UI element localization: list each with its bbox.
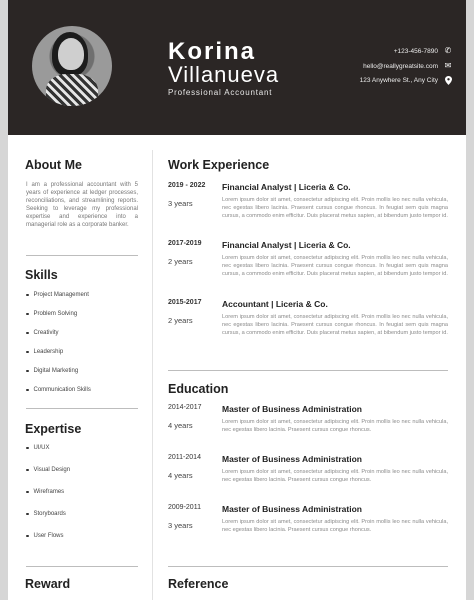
work-desc: Lorem ipsum dolor sit amet, consectetur adipiscing elit. Proin mollis leo nec nulla vehicula, nec egestas libero lacinia. Praesent cursus congue rhoncus. In feugiat sem quis magna cursus, a commodo enim efficitur. Duis placerat metus sapien, at bibendum justo tempor id. bbox=[222, 197, 448, 220]
photo-body bbox=[46, 74, 98, 106]
skill-item: Problem Solving bbox=[26, 311, 77, 317]
work-title: Work Experience bbox=[168, 158, 270, 172]
skills-divider bbox=[26, 408, 138, 409]
phone-icon: ✆ bbox=[444, 46, 452, 55]
bullet-icon bbox=[26, 491, 29, 494]
expertise-divider bbox=[26, 566, 138, 567]
education-duration: 4 years bbox=[168, 471, 193, 480]
work-years: 2015-2017 bbox=[168, 299, 202, 306]
education-years: 2009-2011 bbox=[168, 504, 201, 511]
photo-face bbox=[58, 38, 84, 70]
skill-item: Creativity bbox=[26, 330, 59, 336]
reference-title: Reference bbox=[168, 577, 229, 591]
skill-item: Communication Skills bbox=[26, 387, 91, 393]
education-desc: Lorem ipsum dolor sit amet, consectetur adipiscing elit. Proin mollis leo nec nulla vehicula, nec egestas libero lacinia. Praesent cursus congue rhoncus. bbox=[222, 519, 448, 534]
bullet-icon bbox=[26, 294, 29, 297]
resume-page bbox=[8, 0, 466, 600]
bullet-icon bbox=[26, 332, 29, 335]
contact-phone bbox=[394, 47, 452, 55]
work-duration: 2 years bbox=[168, 316, 193, 325]
resume-header bbox=[8, 0, 466, 135]
work-desc: Lorem ipsum dolor sit amet, consectetur adipiscing elit. Proin mollis leo nec nulla vehicula, nec egestas libero lacinia. Praesent cursus congue rhoncus. In feugiat sem quis magna cursus, a commodo enim efficitur. Duis placerat metus sapien, at bibendum justo tempor id. bbox=[222, 255, 448, 278]
column-divider bbox=[152, 150, 153, 600]
education-years: 2011-2014 bbox=[168, 454, 201, 461]
bullet-icon bbox=[26, 447, 29, 450]
email-text: hello@reallygreatsite.com bbox=[363, 62, 438, 70]
about-text: I am a professional accountant with 5 years of experience at ledger processes, reconciliations, and streamlining reports. Seeking to leverage my professional expertise and experience into a managerial role as a corporate banker. bbox=[26, 182, 138, 228]
skills-title: Skills bbox=[25, 268, 58, 282]
about-divider bbox=[26, 255, 138, 256]
bullet-icon bbox=[26, 351, 29, 354]
work-divider bbox=[168, 370, 448, 371]
education-years: 2014-2017 bbox=[168, 404, 202, 411]
education-degree: Master of Business Administration bbox=[222, 504, 362, 514]
expertise-item: UI/UX bbox=[26, 445, 50, 451]
expertise-item: User Flows bbox=[26, 533, 64, 539]
contact-email bbox=[363, 62, 452, 70]
phone-text: +123-456-7890 bbox=[393, 47, 438, 55]
reward-title: Reward bbox=[25, 577, 71, 591]
last-name: Villanueva bbox=[168, 62, 280, 87]
education-desc: Lorem ipsum dolor sit amet, consectetur adipiscing elit. Proin mollis leo nec nulla vehicula, nec egestas libero lacinia. Praesent cursus congue rhoncus. bbox=[222, 419, 448, 434]
expertise-item: Storyboards bbox=[26, 511, 66, 517]
about-title: About Me bbox=[25, 158, 82, 172]
education-divider bbox=[168, 566, 448, 567]
work-title-text: Accountant | Liceria & Co. bbox=[222, 299, 328, 309]
bullet-icon bbox=[26, 370, 29, 373]
location-icon bbox=[444, 76, 452, 84]
skill-item: Leadership bbox=[26, 349, 63, 355]
work-title-text: Financial Analyst | Liceria & Co. bbox=[222, 240, 351, 250]
work-duration: 2 years bbox=[168, 257, 193, 266]
work-title-text: Financial Analyst | Liceria & Co. bbox=[222, 182, 351, 192]
education-duration: 3 years bbox=[168, 521, 193, 530]
education-desc: Lorem ipsum dolor sit amet, consectetur adipiscing elit. Proin mollis leo nec nulla vehicula, nec egestas libero lacinia. Praesent cursus congue rhoncus. bbox=[222, 469, 448, 484]
address-text: 123 Anywhere St., Any City bbox=[359, 76, 438, 84]
bullet-icon bbox=[26, 513, 29, 516]
profile-photo bbox=[32, 26, 112, 106]
work-duration: 3 years bbox=[168, 199, 193, 208]
bullet-icon bbox=[26, 469, 29, 472]
bullet-icon bbox=[26, 389, 29, 392]
first-name: Korina bbox=[168, 38, 257, 65]
bullet-icon bbox=[26, 313, 29, 316]
skill-item: Project Management bbox=[26, 292, 89, 298]
education-degree: Master of Business Administration bbox=[222, 454, 362, 464]
bullet-icon bbox=[26, 535, 29, 538]
email-icon: ✉ bbox=[444, 61, 452, 70]
education-duration: 4 years bbox=[168, 421, 193, 430]
education-degree: Master of Business Administration bbox=[222, 404, 362, 414]
work-years: 2017-2019 bbox=[168, 240, 202, 247]
work-desc: Lorem ipsum dolor sit amet, consectetur adipiscing elit. Proin mollis leo nec nulla vehicula, nec egestas libero lacinia. Praesent cursus congue rhoncus. In feugiat sem quis magna cursus, a commodo enim efficitur. Duis placerat metus sapien, at bibendum justo tempor id. bbox=[222, 314, 448, 337]
contact-address bbox=[360, 76, 452, 84]
expertise-item: Wireframes bbox=[26, 489, 64, 495]
skill-item: Digital Marketing bbox=[26, 368, 78, 374]
expertise-item: Visual Design bbox=[26, 467, 70, 473]
expertise-title: Expertise bbox=[25, 422, 82, 436]
job-role: Professional Accountant bbox=[168, 88, 273, 97]
education-title: Education bbox=[168, 382, 229, 396]
work-years: 2019 - 2022 bbox=[168, 182, 206, 189]
